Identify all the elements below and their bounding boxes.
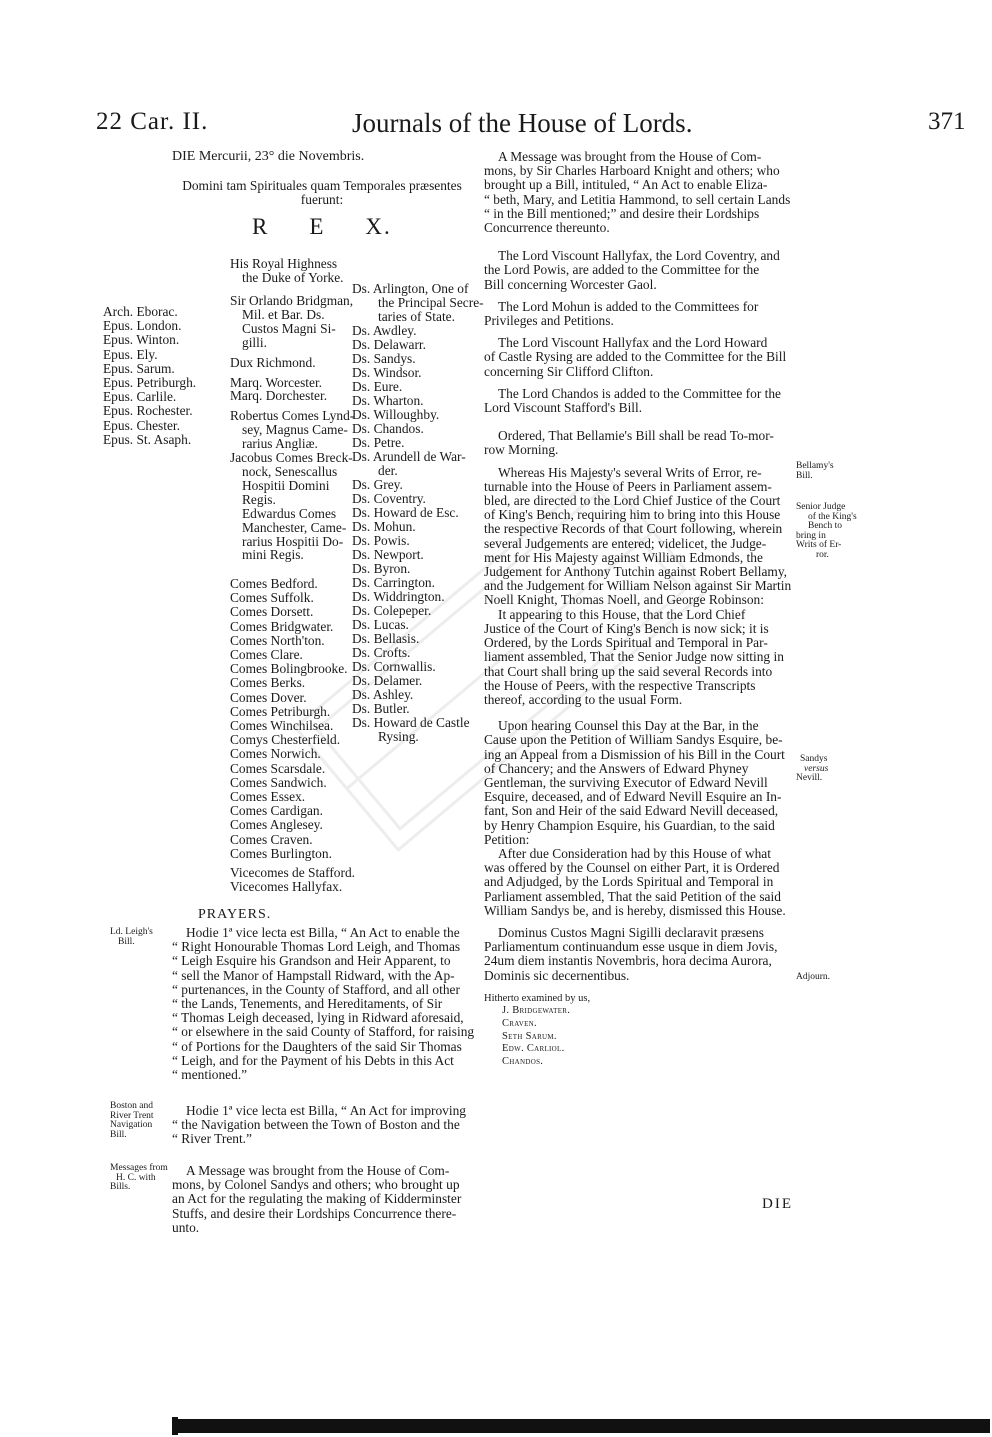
margin-note-bellamy: Bellamy's Bill. xyxy=(796,461,834,481)
margin-note-sandys: Sandys versus Nevill. xyxy=(796,754,829,783)
margin-note-senior-judge: Senior Judge of the King's Bench to bring in Writs of Er- ror. xyxy=(796,502,857,560)
margin-note-adjourn: Adjourn. xyxy=(796,972,831,982)
header-page-number: 371 xyxy=(928,108,966,135)
header-title: Journals of the House of Lords. xyxy=(352,108,693,138)
bishops-list: Arch. Eborac. Epus. London. Epus. Winton. Epus. Ely. Epus. Sarum. Epus. Petriburgh. Epus. Carlile. Epus. Rochester. Epus. Chester. Epus. St. Asaph. xyxy=(103,304,197,447)
date-line: DIE Mercurii, 23° die Novembris. xyxy=(172,149,365,164)
sandys-petition: Upon hearing Counsel this Day at the Bar, in the Cause upon the Petition of William Sandys Esquire, be- ing an Appeal from a Dismission of his Bill in the Court of Chancery; and the Answers of Edward Phyney Gentleman, the surviving Executor of Edward Nevill Esquire, deceased, and of Edward Nevill Esquire an In- fant, Son and Heir of the said Edward Nevill deceased, by Henry Champion Esquire, his Guardian, to the said Petition: After due Consideration had by this House of what was offered by the Counsel on either Part, it is Ordered and Adjudged, by the Lords Spiritual and Temporal in Parliament assembled, That the said Petition of the said William Sandys be, and is hereby, dismissed this House. xyxy=(484,718,786,918)
vicecomites-list: Vicecomes de Stafford. Vicecomes Hallyfax. xyxy=(230,865,356,895)
writs-of-error: Whereas His Majesty's several Writs of Error, re- turnable into the House of Peers in Parliament assem- bled, are directed to the Lord Chief Justice of the Court of King's Bench, requiring him to bring into this House the respective Records of that Court following, wherein several Judgements are entered; videlicet, the Judge- ment for His Majesty against William Edmonds, the Judgement for Anthony Tutchin against Robert Bellamy, and the Judgement for William Nelson against Sir Martin Noell Knight, Thomas Noell, and George Robinson: It appearing to this House, that the Lord Chief Justice of the Court of King's Bench is now sick; it is Ordered, by the Lords Spiritual and Temporal in Par- liament assembled, That the Senior Judge now sitting in that Court shall bring up the said several Records into the House of Peers, with the respective Transcripts thereof, according to the usual Form. xyxy=(484,464,792,707)
present-heading: Domini tam Spirituales quam Temporales præsentes fuerunt: xyxy=(182,178,462,208)
margin-note-leigh: Ld. Leigh's Bill. xyxy=(110,927,153,947)
mohun-committee: The Lord Mohun is added to the Committees for Privileges and Petitions. xyxy=(484,298,759,329)
header-session: 22 Car. II. xyxy=(96,108,209,135)
margin-note-boston: Boston and River Trent Navigation Bill. xyxy=(110,1101,154,1140)
barons-list: Ds. Arlington, One of the Principal Secre- taries of State. Ds. Awdley. Ds. Delawarr. Ds. Sandys. Ds. Windsor. Ds. Eure. Ds. Wharton. Ds. Willoughby. Ds. Chandos. Ds. Petre. Ds. Arundell de War- der. Ds. Grey. Ds. Coventry. Ds. Howard de Esc. Ds. Mohun. Ds. Powis. Ds. Newport. Ds. Byron. Ds. Carrington. Ds. Widdrington. Ds. Colepeper. Ds. Lucas. Ds. Bellasis. Ds. Crofts. Ds. Cornwallis. Ds. Delamer. Ds. Ashley. Ds. Butler. Ds. Howard de Castle Rysing. xyxy=(352,281,484,744)
temporal-lords: His Royal Highness the Duke of Yorke. xyxy=(230,256,344,286)
worcester-committee: The Lord Viscount Hallyfax, the Lord Coventry, and the Lord Powis, are added to the Committee for the Bill concerning Worcester Gaol. xyxy=(484,248,780,292)
clifton-committee: The Lord Viscount Hallyfax and the Lord Howard of Castle Rysing are added to the Committee for the Bill concerning Sir Clifford Clifton. xyxy=(484,335,787,379)
prayers-heading: PRAYERS. xyxy=(198,907,272,922)
stafford-committee: The Lord Chandos is added to the Committee for the Lord Viscount Stafford's Bill. xyxy=(484,385,782,416)
comites-list: Comes Bedford. Comes Suffolk. Comes Dorsett. Comes Bridgwater. Comes North'ton. Comes Clare. Comes Bolingbrooke. Comes Berks. Comes Dover. Comes Petriburgh. Comes Winchilsea. Comys Chesterfield. Comes Norwich. Comes Scarsdale. Comes Sandwich. Comes Essex. Comes Cardigan. Comes Anglesey. Comes Craven. Comes Burlington. xyxy=(230,576,348,861)
leigh-bill-text: Hodie 1ª vice lecta est Billa, “ An Act to enable the “ Right Honourable Thomas Lord Leigh, and Thomas “ Leigh Esquire his Grandson and Heir Apparent, to “ sell the Manor of Hampstall Ridward, with the Ap- “ purtenances, in the County of Stafford, and all other “ the Lands, Tenements, and Hereditaments, of Sir “ Thomas Leigh deceased, lying in Ridward aforesaid, “ or elsewhere in the said County of Stafford, for raising “ of Portions for the Daughters of the said Sir Thomas “ Leigh, and for the Payment of his Debts in this Act “ mentioned.” xyxy=(172,925,475,1083)
bottom-rule-mark xyxy=(172,1417,178,1435)
catchword: DIE xyxy=(762,1196,793,1212)
bellamie-order: Ordered, That Bellamie's Bill shall be read To-mor- row Morning. xyxy=(484,428,774,458)
adjournment: Dominus Custos Magni Sigilli declaravit præsens Parliamentum continuandum esse usque in diem Jovis, 24um diem instantis Novembris, hora decima Aurora, Dominis sic decernentibus. xyxy=(484,924,778,983)
right-column xyxy=(484,150,794,1068)
temporal-lords-mid: Sir Orlando Bridgman, Mil. et Bar. Ds. Custos Magni Si- gilli. Dux Richmond. Marq. Worcester. Marq. Dorchester. Robertus Comes Lynd- sey, Magnus Came- rarius Angliæ. Jacobus Comes Breck- nock, Senescallus Hospitii Domini Regis. Edwardus Comes Manchester, Came- rarius Hospitii Do- mini Regis. xyxy=(230,293,355,563)
rex-heading: R E X. xyxy=(252,214,392,239)
examined-by: Hitherto examined by us, J. Bridgewater. Craven. Seth Sarum. Edw. Carliol. Chandos. xyxy=(484,992,591,1067)
boston-bill-text: Hodie 1ª vice lecta est Billa, “ An Act for improving “ the Navigation between the Town of Boston and the “ River Trent.” xyxy=(172,1103,466,1147)
hammond-message: A Message was brought from the House of Com- mons, by Sir Charles Harboard Knight and others; who brought up a Bill, intituled, “ An Act to enable Eliza- “ beth, Mary, and Letitia Hammond, to sell certain Lands “ in the Bill mentioned;” and desire their Lordships Concurrence thereunto. xyxy=(484,149,791,236)
bottom-rule xyxy=(172,1419,990,1433)
kidderminster-message-text: A Message was brought from the House of Com- mons, by Colonel Sandys and others; who brought up an Act for the regulating the making of Kidderminster Stuffs, and desire their Lordships Concurrence there- unto. xyxy=(172,1163,462,1235)
margin-note-messages: Messages from H. C. with Bills. xyxy=(110,1163,168,1192)
